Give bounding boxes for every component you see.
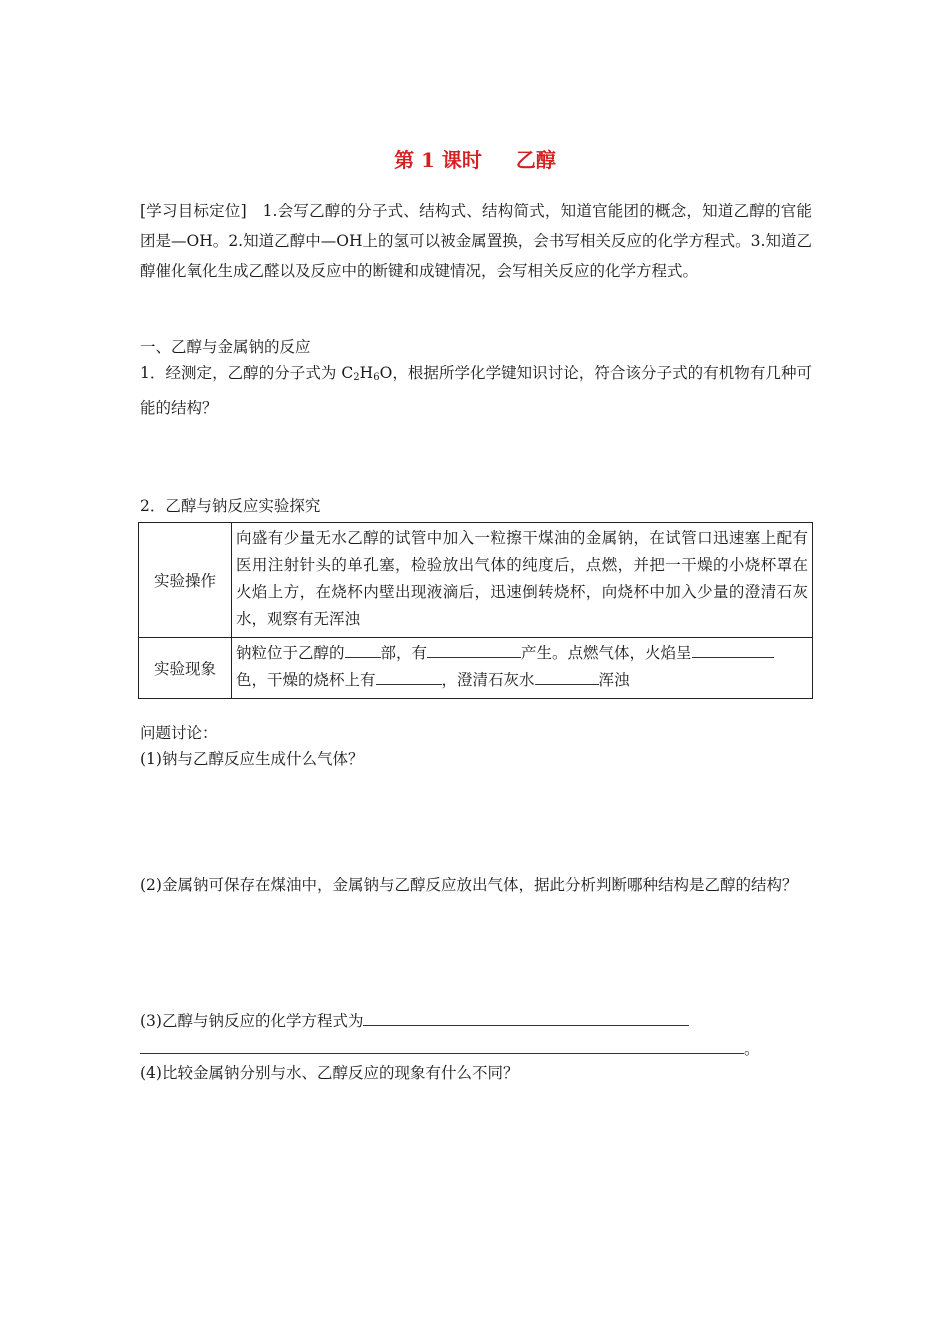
blank-equation-2[interactable] xyxy=(140,1036,744,1054)
discussion-1: (1)钠与乙醇反应生成什么气体？ xyxy=(140,750,364,768)
discussion-3: (3)乙醇与钠反应的化学方程式为 xyxy=(140,1008,689,1032)
blank-position[interactable] xyxy=(345,640,381,658)
lesson-topic: 乙醇 xyxy=(515,148,556,172)
experiment-table xyxy=(138,522,813,699)
blank-flame-color[interactable] xyxy=(692,640,774,658)
question-1: 1．经测定，乙醇的分子式为 $C_2H_6O$，根据所学化学键知识讨论，符合该分子式的有机物有几种可能的结构？ xyxy=(140,364,812,417)
blank-product[interactable] xyxy=(427,640,521,658)
lesson-title xyxy=(0,144,950,173)
lesson-number: 第 1 课时 xyxy=(394,148,482,172)
question-2-heading: 2．乙醇与钠反应实验探究 xyxy=(140,497,321,515)
discussion-heading: 问题讨论： xyxy=(140,724,218,742)
operation-label: 实验操作 xyxy=(139,523,232,638)
blank-limewater[interactable] xyxy=(535,667,599,685)
table-row xyxy=(139,638,813,699)
blank-equation-1[interactable] xyxy=(363,1008,689,1026)
section-heading: 一、乙醇与金属钠的反应 xyxy=(140,338,311,356)
discussion-3-cont: 。 xyxy=(140,1036,760,1060)
learning-objectives: [学习目标定位] 1.会写乙醇的分子式、结构式、结构简式，知道官能团的概念，知道乙醇的官能团是—OH。2.知道乙醇中—OH上的氢可以被金属置换，会书写相关反应的化学方程式。3.知道乙醇催化氧化生成乙醛以及反应中的断键和成键情况，会写相关反应的化学方程式。 xyxy=(140,202,812,280)
discussion-4: (4)比较金属钠分别与水、乙醇反应的现象有什么不同？ xyxy=(140,1064,519,1082)
discussion-2: (2)金属钠可保存在煤油中，金属钠与乙醇反应放出气体，据此分析判断哪种结构是乙醇的结构？ xyxy=(140,876,798,894)
table-row xyxy=(139,523,813,638)
blank-beaker[interactable] xyxy=(376,667,442,685)
phenomenon-label: 实验现象 xyxy=(139,638,232,699)
phenomenon-text: 钠粒位于乙醇的 部，有 产生。点燃气体，火焰呈 色，干燥的烧杯上有 ，澄清石灰水 浑浊 xyxy=(232,638,813,699)
operation-text: 向盛有少量无水乙醇的试管中加入一粒擦干煤油的金属钠，在试管口迅速塞上配有医用注射针头的单孔塞，检验放出气体的纯度后，点燃，并把一干燥的小烧杯罩在火焰上方，在烧杯内壁出现液滴后，迅速倒转烧杯，向烧杯中加入少量的澄清石灰水，观察有无浑浊 xyxy=(232,523,813,638)
